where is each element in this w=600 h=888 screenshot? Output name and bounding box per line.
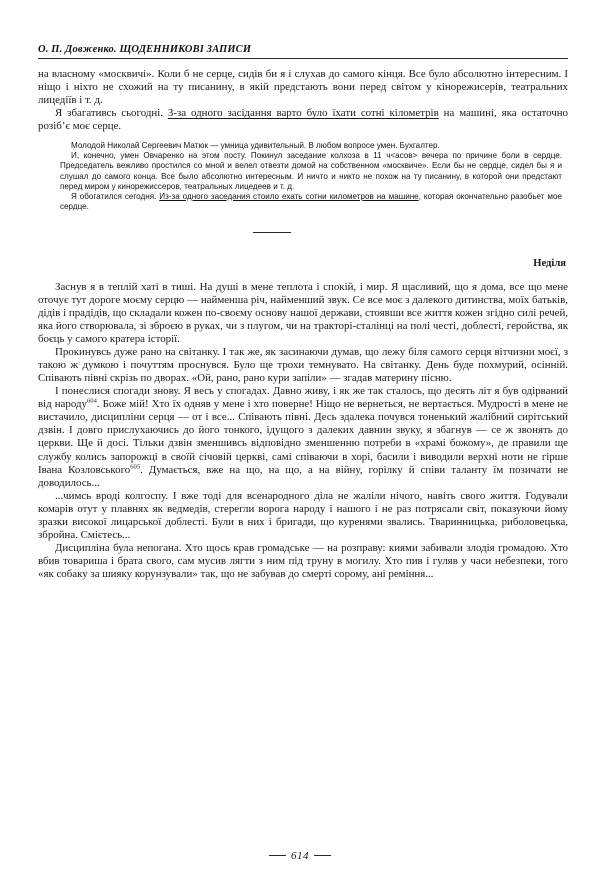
narrative-paragraph-5: Дисципліна була непогана. Хто щось крав громадське — на розправу: киями забивали злодія громадою. Хто вбив товариша і брата свого, сам мусив лягти з ним під труну в могилу. Хто пив і гуляв у часи небезпеки, того «як собаку за шияку корунзували» так, що не забував до смерті сорому, ані реміння... (38, 541, 568, 580)
folio-number: 614 (291, 850, 309, 862)
narrative-p3-part-b: . Боже мій! Хто їх одняв у мене і хто поверне! Ніщо не вернеться, не вертається. Мудрості в мене не вистачило, дисципліни серця — от і все... Співають півні. Десь здалека почувся тоненький жалібний сирітський дзвін. І довго прислухаючись до його тонкого, ідущого з далеких давнин звуку, я збагнув — се ж звонять до церкви. Ще й досі. Тільки дзвін зменшивсь відповідно зменшенню потреби в «храмі божому», де правили ще службу колись запорожці в своїй січовій церкві, самі співаючи в хорі, басили і виводили верхні ноти не гірше Івана Козловського (38, 398, 568, 476)
intro-p2-lead: Я збагативсь сьогодні. (55, 107, 168, 120)
running-head-rule (38, 58, 568, 59)
section-divider-rule (253, 232, 291, 233)
russian-paragraph-1: Молодой Николай Сергеевич Матюк — умница удивительный. В любом вопросе умен. Бухгалтер. (71, 141, 440, 151)
russian-p3-tail: , которая окончательно разобьет мое сердце. (60, 191, 562, 211)
day-heading: Неділя (533, 257, 566, 269)
russian-p3-underlined: Из-за одного заседания стоило ехать сотни километров на машине (159, 191, 419, 201)
russian-quote-block (38, 141, 568, 212)
intro-section (38, 68, 568, 133)
footnote-marker-604: 604 (86, 397, 97, 405)
footnote-marker-605: 605 (130, 462, 141, 470)
intro-paragraph-2 (38, 107, 568, 133)
narrative-paragraph-3 (38, 385, 568, 489)
page-folio (0, 850, 600, 862)
narrative-paragraph-1: Заснув я в теплій хаті в тиші. На душі в мене теплота і спокій, і мир. Я щасливий, що я дома, все що мене оточує тут дороге моєму серцю — найменша річ, найменший звук. Се все моє з далекого дитинства, моїх батьків, дідів і прадідів, що складали кожен по-своєму основу нашої держави, стоявши все життя кожен згідно силі речей, яка його створювала, зі зброєю в руках, чи з плугом, чи на тракторі-сталінці на полі честі, доблесті, геройства, як боєць у самого кратера історії. (38, 280, 568, 346)
intro-paragraph-1: на власному «москвичі». Коли б не серце, сидів би я і слухав до самого кінця. Все було абсолютно інтересним. І ніщо і ніхто не схожий на ту писанину, в якій предстають вони перед світом у кінорежисерів, театральних лицедіїв і т. д. (38, 68, 568, 107)
day-heading-line (38, 253, 568, 271)
narrative-paragraph-4: ...чимсь вроді колгоспу. І вже тоді для всенародного діла не жаліли нічого, навіть свого життя. Годували комарів отут у плавнях як ведмедів, стерегли ворога народу і нашого і не раз потрясали світ, показуючи йому зразки високої лицарської доблесті. Були в них і бригади, що куренями звались. Тваринницька, риболовецька, збройна. Смієтесь... (38, 489, 568, 541)
narrative-paragraph-2: Прокинувсь дуже рано на світанку. І так же, як засинаючи думав, що лежу біля самого серця вітчизни моєї, з такою ж думкою і почуттям проснувся. Було ще трохи темнувато. На світанку. День буде похмурий, осінній. Співають півні скрізь по дворах. «Ой, рано, рано кури запіли» — згадав материну пісню. (38, 346, 568, 385)
narrative-p3-part-c: . Думається, вже на що, на що, а на війну, горілку й співи таланту їм позичати не доводилось... (38, 463, 568, 489)
narrative-section (38, 281, 568, 581)
folio-dash-left (269, 855, 286, 856)
section-divider-wrap (38, 223, 568, 241)
intro-p2-tail: на машині, яка остаточно розіб’є моє серце. (38, 107, 568, 133)
intro-p2-underlined: З-за одного засідання варто було їхати сотні кілометрів (167, 107, 439, 120)
russian-paragraph-2: И, конечно, умен Овчаренко на этом посту. Покинул заседание колхоза в 11 ч<асов> вечера по причине боли в сердце. Председатель вежливо простился со мной и велел отвезти домой на собственном «москвиче». Если бы не сердце, сидел бы я и слушал до самого конца. Все было абсолютно интересным. И ничто и никто не похож на ту писанину, в которой они предстают перед миром у кинорежиссеров, театральных лицедеев и т. д. (60, 151, 562, 191)
russian-paragraph-3 (60, 192, 562, 212)
running-head: О. П. Довженко. ЩОДЕННИКОВІ ЗАПИСИ (38, 44, 252, 55)
russian-p3-lead: Я обогатился сегодня. (71, 191, 160, 201)
folio-dash-right (314, 855, 331, 856)
narrative-p3-part-a: І понеслися спогади знову. Я весь у спогадах. Давно живу, і як же так сталось, що десять літ я був одірваний від народу (38, 385, 568, 411)
